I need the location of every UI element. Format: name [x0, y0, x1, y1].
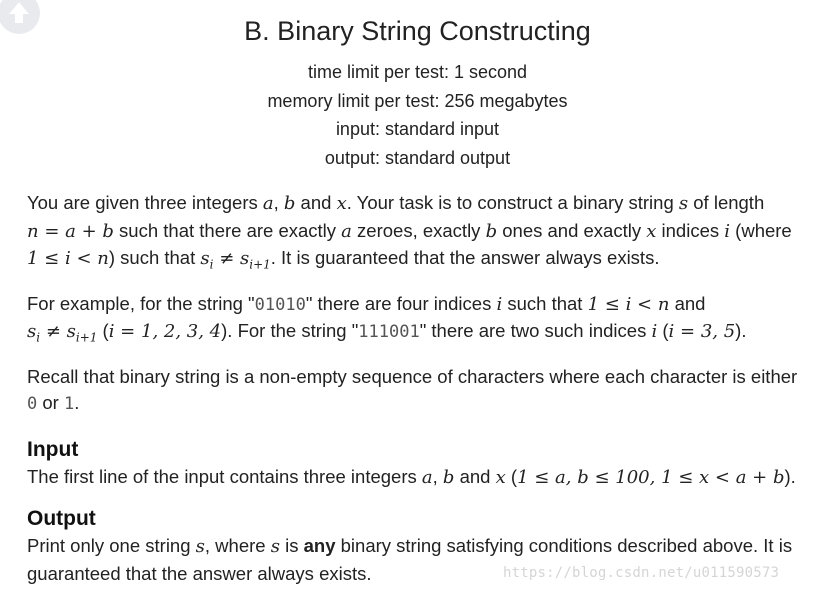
watermark-url: https://blog.csdn.net/u011590573 [503, 565, 780, 581]
problem-statement [27, 190, 827, 601]
input-spec: input: standard input [335, 119, 500, 139]
output-section-body: Print only one string s, where s is any binary string satisfying conditions described above. It is guaranteed that the answer always exists. [27, 535, 793, 584]
problem-title: B. Binary String Constructing [244, 16, 591, 46]
arrow-up-icon [0, 0, 40, 34]
time-limit: time limit per test: 1 second [307, 62, 528, 82]
input-section [27, 436, 827, 492]
memory-limit: memory limit per test: 256 megabytes [267, 90, 568, 111]
output-spec: output: standard output [324, 147, 511, 168]
problem-limits [0, 58, 835, 172]
problem-header [0, 0, 835, 172]
input-section-title: Input [27, 437, 79, 461]
output-section-title: Output [27, 507, 96, 530]
statement-paragraph-3: Recall that binary string is a non-empty sequence of characters where each character is either 0 or 1. [27, 365, 798, 414]
scroll-to-top-button[interactable] [0, 0, 40, 34]
statement-paragraph-2: For example, for the string "01010" there are four indices i such that 1 ≤ i < n and $s_i \ne s_{i+1}$ (i = 1, 2, 3, 4). For the string "111001" there are two such indices i (i = 3, 5). [27, 292, 747, 345]
statement-paragraph-1: You are given three integers a, b and x. Your task is to construct a binary string s of length n = a + b such that there are exactly a zeroes, exactly b ones and exactly x indices i (where 1 ≤ i < n) such that $s_i \ne s_{i+1}$. It is guaranteed that the answer always exists. [27, 192, 792, 272]
input-section-body: The first line of the input contains three integers a, b and x (1 ≤ a, b ≤ 100, 1 ≤ x < a + b). [27, 465, 796, 488]
